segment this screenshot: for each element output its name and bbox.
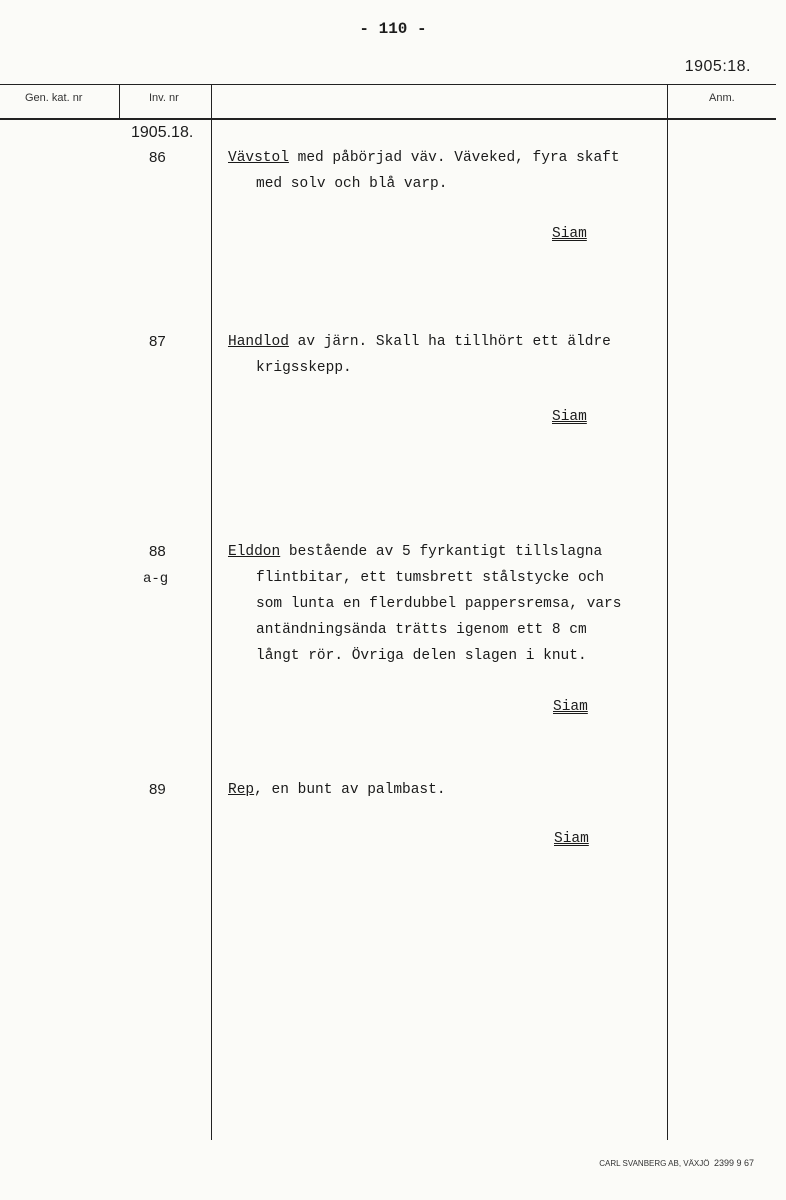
entry-continuation-line: med solv och blå varp. (256, 176, 448, 192)
entry-description-86 (228, 145, 658, 197)
entry-first-line: av järn. Skall ha tillhört ett äldre (288, 334, 611, 350)
inv-number-87: 87 (149, 333, 166, 350)
form-code: 2399 9 67 (713, 1158, 754, 1168)
header-top-rule (0, 84, 776, 85)
entry-continuation-line: som lunta en flerdubbel pappersremsa, vars (256, 596, 622, 612)
entry-description-88 (228, 539, 658, 669)
entry-first-line: , en bunt av palmbast. (254, 782, 446, 798)
column-label-anm: Anm. (709, 92, 735, 104)
entry-continuation-line: antändningsända trätts igenom ett 8 cm (256, 622, 587, 638)
inv-number-88: 88 (149, 543, 166, 560)
printer-name: CARL SVANBERG AB, VÄXJÖ (599, 1159, 710, 1168)
column-label-gen-kat-nr: Gen. kat. nr (25, 92, 83, 104)
entry-first-line: bestående av 5 fyrkantigt tillslagna (280, 544, 603, 560)
entry-title: Rep (228, 782, 255, 798)
entry-description-87 (228, 329, 658, 381)
entry-title: Elddon (228, 544, 281, 560)
entry-continuation-line: långt rör. Övriga delen slagen i knut. (256, 648, 587, 664)
entry-description-89 (228, 777, 658, 803)
inv-number-88-sub: a-g (143, 571, 169, 587)
entry-continuation-line: flintbitar, ett tumsbrett stålstycke och (256, 570, 605, 586)
inv-number-89: 89 (149, 781, 166, 798)
entry-first-line: med påbörjad väv. Väveked, fyra skaft (288, 150, 620, 166)
entry-continuation-line: krigsskepp. (256, 360, 352, 376)
signature-88: Siam (553, 699, 588, 715)
header-year: 1905:18. (684, 58, 751, 75)
column-divider-gen-inv (119, 84, 120, 119)
entry-title: Handlod (228, 334, 289, 350)
entry-title: Vävstol (228, 150, 289, 166)
column-divider-desc-anm (667, 84, 668, 1140)
signature-87: Siam (552, 409, 587, 425)
inventory-year: 1905.18. (131, 124, 194, 141)
column-label-inv-nr: Inv. nr (149, 92, 179, 104)
page-number: - 110 - (359, 20, 427, 38)
column-divider-inv-desc (211, 84, 212, 1140)
signature-89: Siam (554, 831, 589, 847)
printer-footer (599, 1158, 754, 1168)
header-bottom-rule (0, 118, 776, 120)
signature-86: Siam (552, 226, 587, 242)
inv-number-86: 86 (149, 149, 166, 166)
